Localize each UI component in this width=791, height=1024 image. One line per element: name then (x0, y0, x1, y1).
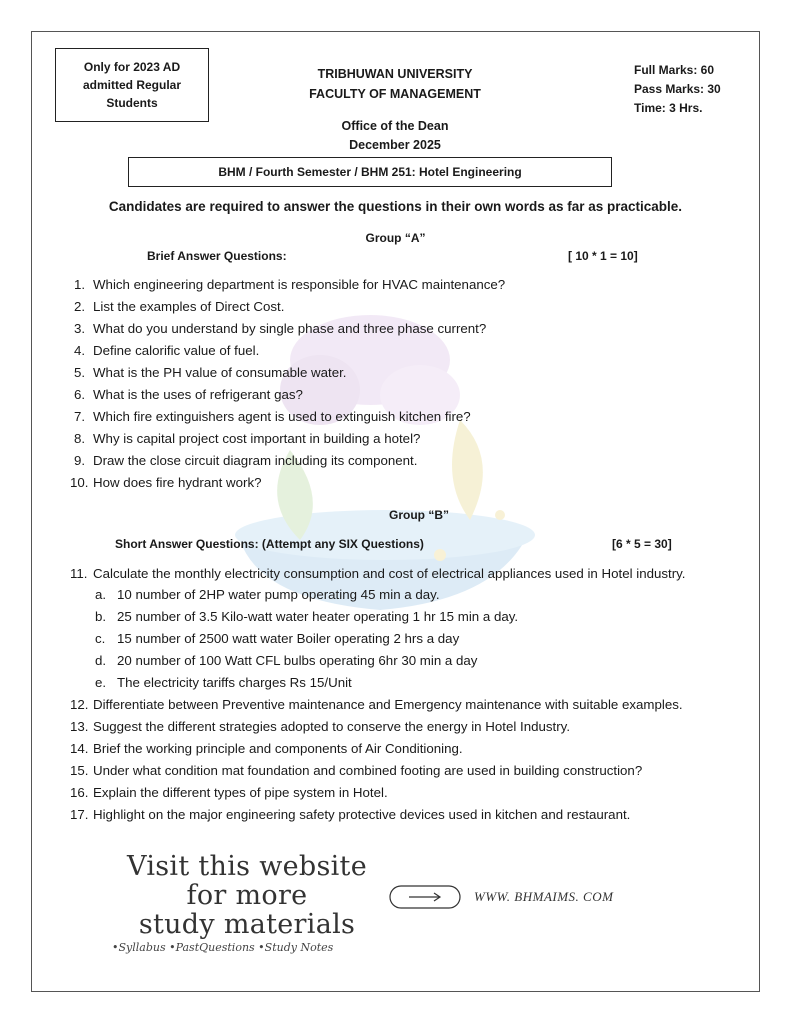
university-name: TRIBHUWAN UNIVERSITY (317, 67, 473, 81)
question-number: 10. (70, 475, 89, 490)
question-text: The electricity tariffs charges Rs 15/Unit (117, 675, 352, 690)
question-number: 9. (74, 453, 86, 468)
question-number: 3. (74, 321, 86, 336)
question-number: 4. (74, 343, 86, 358)
website-link[interactable]: WWW. BHMAIMS. COM (474, 889, 614, 904)
question-text: Draw the close circuit diagram including its component. (93, 453, 418, 468)
question-number: 13. (70, 719, 89, 734)
group-b-marks: [6 * 5 = 30] (612, 537, 672, 551)
question-text: 25 number of 3.5 Kilo-watt water heater operating 1 hr 15 min a day. (117, 609, 519, 624)
promo-line-3: study materials (138, 909, 356, 940)
faculty-name: FACULTY OF MANAGEMENT (309, 87, 481, 101)
question-number: e. (95, 675, 107, 690)
question-number: b. (95, 609, 107, 624)
question-text: Why is capital project cost important in building a hotel? (93, 431, 421, 446)
question-text: Under what condition mat foundation and combined footing are used in building construction? (93, 763, 643, 778)
question-text: How does fire hydrant work? (93, 475, 262, 490)
question-number: c. (95, 631, 106, 646)
group-a-marks: [ 10 * 1 = 10] (568, 249, 638, 263)
question-text: 15 number of 2500 watt water Boiler operating 2 hrs a day (117, 631, 460, 646)
question-number: 1. (74, 277, 86, 292)
question-number: 16. (70, 785, 89, 800)
question-text: What is the uses of refrigerant gas? (93, 387, 303, 402)
question-text: Explain the different types of pipe system in Hotel. (93, 785, 388, 800)
course-title: BHM / Fourth Semester / BHM 251: Hotel Engineering (128, 157, 612, 187)
question-number: 5. (74, 365, 86, 380)
promo-text (112, 852, 382, 954)
question-number: 8. (74, 431, 86, 446)
question-number: 11. (70, 566, 88, 581)
question-text: Highlight on the major engineering safety protective devices used in kitchen and restaurant. (93, 807, 631, 822)
question-text: Which engineering department is responsible for HVAC maintenance? (93, 277, 506, 292)
question-text: Which fire extinguishers agent is used to extinguish kitchen fire? (93, 409, 471, 424)
question-number: 2. (74, 299, 86, 314)
question-number: d. (95, 653, 107, 668)
question-number: 6. (74, 387, 86, 402)
question-text: Calculate the monthly electricity consumption and cost of electrical appliances used in Hotel industry. (93, 566, 686, 581)
question-text: What is the PH value of consumable water. (93, 365, 347, 380)
arrow-icon (389, 885, 461, 909)
group-a-section: Brief Answer Questions: (147, 249, 287, 263)
note-line-3: Students (106, 96, 158, 110)
question-number: 15. (70, 763, 89, 778)
question-number: 12. (70, 697, 89, 712)
marks-info (634, 61, 721, 118)
office-name: Office of the Dean (341, 119, 449, 133)
question-text: Differentiate between Preventive maintenance and Emergency maintenance with suitable examples. (93, 697, 683, 712)
question-number: 14. (70, 741, 89, 756)
question-text: Suggest the different strategies adopted to conserve the energy in Hotel Industry. (93, 719, 571, 734)
promo-line-2: for more (186, 880, 308, 911)
group-b-section: Short Answer Questions: (Attempt any SIX Questions) (115, 537, 424, 551)
question-text: What do you understand by single phase and three phase current? (93, 321, 487, 336)
question-text: Define calorific value of fuel. (93, 343, 260, 358)
group-a-title: Group “A” (365, 231, 426, 245)
pass-marks: Pass Marks: 30 (634, 82, 721, 96)
eligibility-note (55, 48, 209, 122)
question-number: 17. (70, 807, 89, 822)
note-line-2: admitted Regular (82, 78, 181, 92)
question-text: List the examples of Direct Cost. (93, 299, 285, 314)
question-number: a. (95, 587, 107, 602)
instructions: Candidates are required to answer the questions in their own words as far as practicable. (108, 199, 683, 214)
question-number: 7. (74, 409, 86, 424)
question-text: 20 number of 100 Watt CFL bulbs operating 6hr 30 min a day (117, 653, 478, 668)
question-text: Brief the working principle and components of Air Conditioning. (93, 741, 463, 756)
question-text: 10 number of 2HP water pump operating 45 min a day. (117, 587, 440, 602)
full-marks: Full Marks: 60 (634, 63, 715, 77)
promo-subtext: •Syllabus •PastQuestions •Study Notes (112, 941, 334, 954)
exam-time: Time: 3 Hrs. (634, 101, 703, 115)
note-line-1: Only for 2023 AD (83, 60, 181, 74)
group-b-title: Group “B” (389, 508, 449, 522)
promo-line-1: Visit this website (127, 851, 367, 882)
exam-date: December 2025 (349, 138, 441, 152)
